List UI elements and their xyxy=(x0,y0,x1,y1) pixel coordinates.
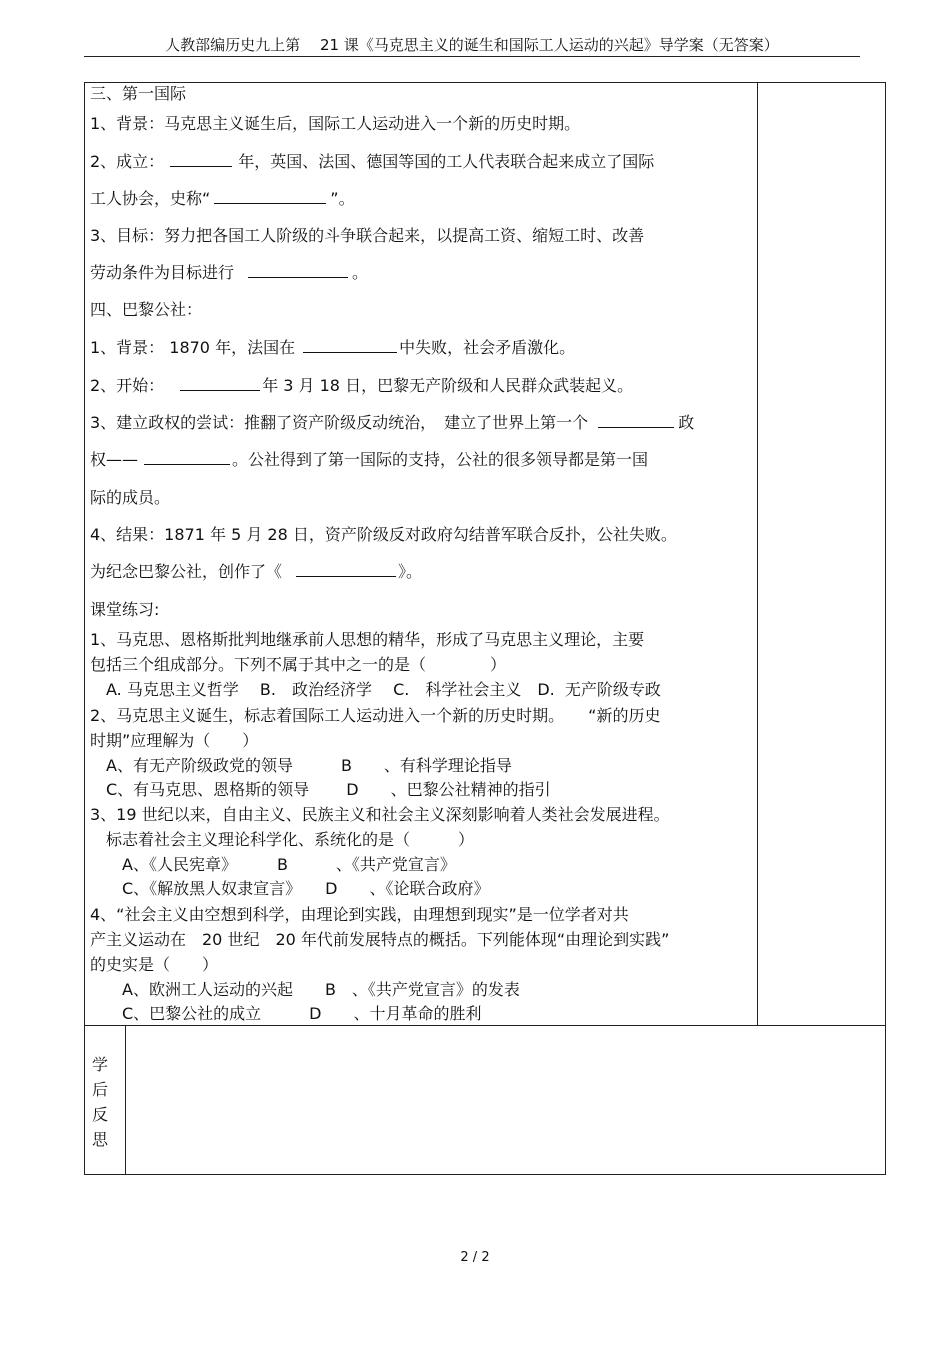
question-1-options: A. 马克思主义哲学 B. 政治经济学 C. 科学社会主义 D. 无产阶级专政 xyxy=(90,680,661,699)
question-3-options-cd: C、《解放黑人奴隶宣言》 D 、《论联合政府》 xyxy=(90,879,490,898)
page-number: 2 / 2 xyxy=(460,1250,490,1265)
question-1-cont: 包括三个组成部分。下列不属于其中之一的是（ ） xyxy=(90,655,507,674)
commune-result: 4、结果：1871 年 5 月 28 日，资产阶级反对政府勾结普军联合反扑，公社失败。 xyxy=(90,525,677,544)
page-header: 人教部编历史九上第 21 课《马克思主义的诞生和国际工人运动的兴起》导学案（无答案） xyxy=(165,36,779,54)
commune-background: 1、背景： 1870 年，法国在 中失败，社会矛盾激化。 xyxy=(90,338,576,357)
commune-memorial: 为纪念巴黎公社，创作了《 》。 xyxy=(90,562,423,581)
blank-field[interactable] xyxy=(214,189,326,204)
international-founding: 2、成立： 年，英国、法国、德国等国的工人代表联合起来成立了国际 xyxy=(90,152,655,171)
question-2: 2、马克思主义诞生，标志着国际工人运动进入一个新的历史时期。 “新的历史 xyxy=(90,706,661,725)
reflection-label-char: 反 xyxy=(92,1105,109,1124)
commune-members: 际的成员。 xyxy=(90,488,171,507)
header-divider xyxy=(84,56,860,57)
blank-field[interactable] xyxy=(303,338,397,353)
right-column-divider xyxy=(757,82,758,1025)
practice-title: 课堂练习: xyxy=(90,600,160,619)
question-4-cont: 产主义运动在 20 世纪 20 年代前发展特点的概括。下列能体现“由理论到实践” xyxy=(90,930,670,949)
reflection-label-char: 后 xyxy=(92,1080,109,1099)
commune-start: 2、开始： 年 3 月 18 日，巴黎无产阶级和人民群众武装起义。 xyxy=(90,376,634,395)
question-4-options-cd: C、巴黎公社的成立 D 、十月革命的胜利 xyxy=(90,1004,482,1023)
commune-regime-cont: 权—— 。公社得到了第一国际的支持，公社的很多领导都是第一国 xyxy=(90,450,649,469)
question-3-options-ab: A、《人民宪章》 B 、《共产党宣言》 xyxy=(90,855,456,874)
question-2-cont: 时期”应理解为（ ） xyxy=(90,731,259,750)
reflection-label-char: 学 xyxy=(92,1055,109,1074)
question-4-cont2: 的史实是（ ） xyxy=(90,955,219,974)
blank-field[interactable] xyxy=(296,562,396,577)
commune-regime: 3、建立政权的尝试：推翻了资产阶级反动统治， 建立了世界上第一个 政 xyxy=(90,413,695,432)
blank-field[interactable] xyxy=(170,152,232,167)
question-4: 4、“社会主义由空想到科学，由理论到实践，由理想到现实”是一位学者对共 xyxy=(90,905,629,924)
reflection-label-char: 思 xyxy=(92,1130,109,1149)
section-title-commune: 四、巴黎公社： xyxy=(90,300,203,319)
section-title-international: 三、第一国际 xyxy=(90,84,187,103)
question-2-options-ab: A、有无产阶级政党的领导 B 、有科学理论指导 xyxy=(90,756,512,775)
international-background: 1、背景：马克思主义诞生后，国际工人运动进入一个新的历史时期。 xyxy=(90,114,581,133)
international-goal-cont: 劳动条件为目标进行 。 xyxy=(90,263,369,282)
blank-field[interactable] xyxy=(248,263,348,278)
blank-field[interactable] xyxy=(598,413,674,428)
reflection-input-area[interactable] xyxy=(126,1026,885,1174)
question-3: 3、19 世纪以来，自由主义、民族主义和社会主义深刻影响着人类社会发展进程。 xyxy=(90,805,670,824)
question-1: 1、马克思、恩格斯批判地继承前人思想的精华，形成了马克思主义理论，主要 xyxy=(90,630,645,649)
international-goal: 3、目标：努力把各国工人阶级的斗争联合起来，以提高工资、缩短工时、改善 xyxy=(90,226,645,245)
blank-field[interactable] xyxy=(180,376,260,391)
blank-field[interactable] xyxy=(144,450,230,465)
question-3-cont: 标志着社会主义理论科学化、系统化的是（ ） xyxy=(90,830,475,849)
question-4-options-ab: A、欧洲工人运动的兴起 B 、《共产党宣言》的发表 xyxy=(90,980,520,999)
international-name: 工人协会，史称“ ”。 xyxy=(90,189,355,208)
question-2-options-cd: C、有马克思、恩格斯的领导 D 、巴黎公社精神的指引 xyxy=(90,780,551,799)
